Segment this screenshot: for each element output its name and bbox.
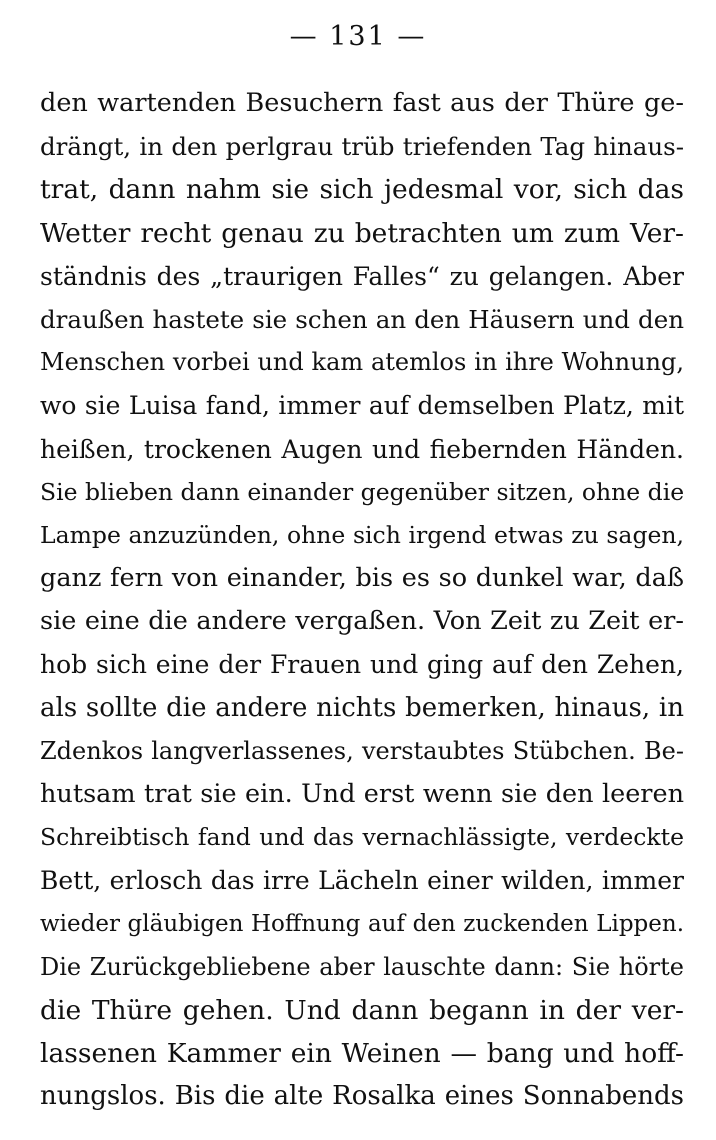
text-line: Wetter recht genau zu betrachten um zum Ver- [40,217,684,249]
text-line: Die Zurückgebliebene aber lauschte dann: Sie hörte [40,952,684,981]
text-line: ganz fern von einander, bis es so dunkel war, daß [40,563,684,594]
text-line: als sollte die andere nichts bemerken, hinaus, in [40,692,684,723]
body-text [40,82,684,1119]
text-line: wieder gläubigen Hoffnung auf den zuckenden Lippen. [40,910,684,937]
text-line: Menschen vorbei und kam atemlos in ihre Wohnung, [40,348,684,377]
text-line: Schreibtisch fand und das vernachlässigte, verdeckte [40,823,684,852]
text-line: den wartenden Besuchern fast aus der Thüre ge- [40,88,684,118]
text-line: sie eine die andere vergaßen. Von Zeit zu Zeit er- [40,606,684,637]
text-line: wo sie Luisa fand, immer auf demselben Platz, mit [40,391,684,421]
page-number-header: — 131 — [289,21,427,52]
text-line: Sie blieben dann einander gegenüber sitzen, ohne die [40,477,684,506]
text-line: Bett, erlosch das irre Lächeln einer wilden, immer [40,866,684,896]
text-line: lassenen Kammer ein Weinen — bang und hoff- [40,1038,684,1070]
text-line: hutsam trat sie ein. Und erst wenn sie den leeren [40,779,684,809]
text-line: Lampe anzuzünden, ohne sich irgend etwas zu sagen, [40,520,684,549]
text-line: die Thüre gehen. Und dann begann in der ver- [40,994,684,1026]
text-line: heißen, trockenen Augen und fiebernden Händen. [40,434,684,464]
text-line: drängt, in den perlgrau trüb triefenden Tag hinaus- [40,132,684,162]
text-line: trat, dann nahm sie sich jedesmal vor, sich das [40,174,684,206]
text-line: draußen hastete sie schen an den Häusern und den [40,304,684,334]
text-line: hob sich eine der Frauen und ging auf den Zehen, [40,650,684,680]
text-line: Zdenkos langverlassenes, verstaubtes Stübchen. Be- [40,736,684,765]
text-line: ständnis des „traurigen Falles“ zu gelangen. Aber [40,261,684,291]
text-line: nungslos. Bis die alte Rosalka eines Sonnabends [40,1081,684,1112]
